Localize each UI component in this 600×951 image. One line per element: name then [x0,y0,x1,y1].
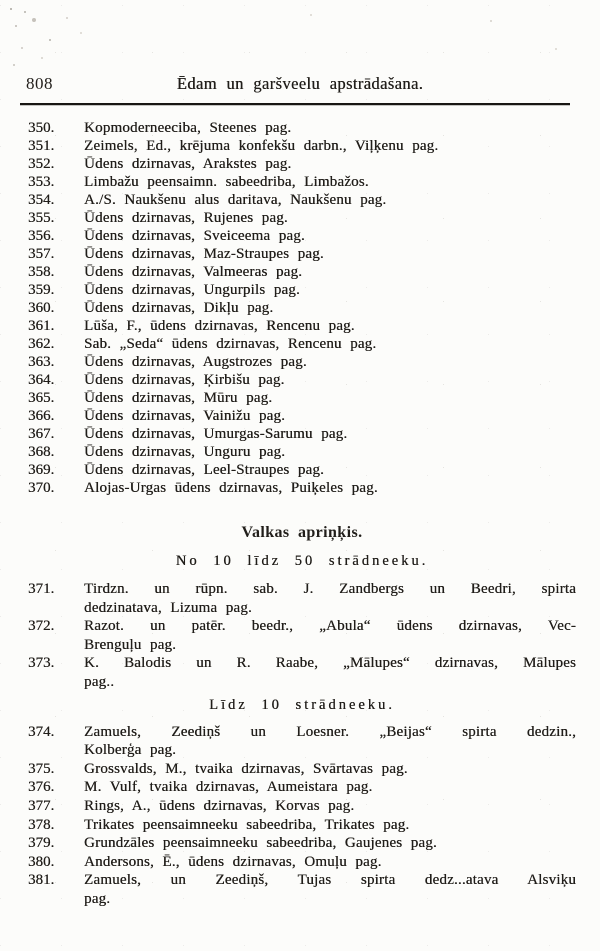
list-item [28,461,576,479]
entry-text [84,281,576,299]
list-item [28,137,576,155]
entry-number: 356. [28,228,55,244]
subheading-under-10-workers: Līdz 10 strādneeku. [209,696,395,713]
list-item [28,245,576,263]
entry-text [84,723,576,760]
entry-number: 351. [28,138,55,154]
entry-number: 377. [28,797,55,814]
list-item [28,281,576,299]
entry-number: 378. [28,816,55,833]
entry-list-mid [28,580,576,692]
entry-number: 355. [28,210,55,226]
list-item [28,443,576,461]
entry-line: Ūdens dzirnavas, Augstrozes pag. [84,354,307,370]
header-rule [20,103,570,105]
entry-text [84,173,576,191]
entry-line: Trikates peensaimneeku sabeedriba, Trikates pag. [84,816,410,833]
entry-number: 357. [28,246,55,262]
entry-line: Ūdens dzirnavas, Dikļu pag. [84,300,274,316]
entry-line: Ūdens dzirnavas, Arakstes pag. [84,156,292,172]
list-item [28,580,576,617]
entry-number: 379. [28,835,55,852]
entry-line: Brenguļu pag. [84,636,177,653]
entry-text [84,245,576,263]
list-item [28,871,576,908]
entry-number: 353. [28,174,55,190]
list-item [28,299,576,317]
entry-text [84,389,576,407]
list-item [28,853,576,872]
entry-line: Andersons, Ē., ūdens dzirnavas, Omuļu pag. [84,853,382,870]
entry-number: 360. [28,300,55,316]
entry-text [84,816,576,835]
entry-number: 368. [28,444,55,460]
entry-text [84,263,576,281]
entry-text [84,191,576,209]
entry-line: Zamuels, Zeediņš un Loesner. „Beijas“ spirta dedzin., [84,723,576,740]
entry-text [84,335,576,353]
entry-number: 361. [28,318,55,334]
entry-text [84,209,576,227]
entry-text [84,443,576,461]
entry-number: 358. [28,264,55,280]
list-item [28,119,576,137]
list-item [28,317,576,335]
entry-number: 380. [28,853,55,870]
list-item [28,617,576,654]
entry-text [84,871,576,908]
entry-text [84,617,576,654]
entry-text [84,760,576,779]
running-title: Ēdam un garšveelu apstrādašana. [176,74,424,93]
entry-text [84,227,576,245]
entry-list-lower [28,723,576,909]
entry-number: 366. [28,408,55,424]
entry-text [84,797,576,816]
list-item [28,227,576,245]
entry-number: 370. [28,480,55,496]
list-item [28,191,576,209]
list-item [28,425,576,443]
entry-number: 375. [28,760,55,777]
entry-line: Ūdens dzirnavas, Valmeeras pag. [84,264,303,280]
list-item [28,778,576,797]
list-item [28,155,576,173]
entry-number: 374. [28,723,55,740]
entry-line: K. Balodis un R. Raabe, „Mālupes“ dzirnavas, Mālupes [84,655,576,672]
list-item [28,479,576,497]
entry-line: Kolberģa pag. [84,742,177,759]
page-number: 808 [26,74,53,93]
entry-number: 373. [28,655,55,672]
list-item [28,353,576,371]
entry-text [84,580,576,617]
entry-line: Kopmoderneeciba, Steenes pag. [84,120,292,136]
entry-line: Tirdzn. un rūpn. sab. J. Zandbergs un Beedri, spirta [84,581,576,597]
entry-text [84,299,576,317]
entry-number: 365. [28,390,55,406]
entry-number: 354. [28,192,55,208]
entry-line: pag.. [84,673,115,690]
list-item [28,407,576,425]
entry-line: Ūdens dzirnavas, Unguru pag. [84,444,286,460]
entry-text [84,461,576,479]
entry-number: 362. [28,336,55,352]
entry-line: Lūša, F., ūdens dzirnavas, Rencenu pag. [84,318,355,334]
entry-line: pag. [84,890,111,907]
entry-line: Alojas-Urgas ūdens dzirnavas, Puiķeles pag. [84,480,378,496]
entry-text [84,155,576,173]
entry-line: Zeimels, Ed., krējuma konfekšu darbn., Viļķenu pag. [84,138,439,154]
entry-line: Ūdens dzirnavas, Maz-Straupes pag. [84,246,324,262]
entry-text [84,834,576,853]
entry-text [84,853,576,872]
entry-text [84,137,576,155]
entry-line: Ūdens dzirnavas, Umurgas-Sarumu pag. [84,426,348,442]
entry-number: 367. [28,426,55,442]
entry-text [84,353,576,371]
page-header [28,72,572,96]
entry-text [84,778,576,797]
entry-line: M. Vulf, tvaika dzirnavas, Aumeistara pag. [84,779,373,796]
entry-number: 371. [28,581,55,597]
list-item [28,209,576,227]
list-item [28,816,576,835]
list-item [28,723,576,760]
entry-number: 381. [28,872,55,889]
list-item [28,173,576,191]
entry-line: Grundzāles peensaimneeku sabeedriba, Gaujenes pag. [84,835,437,852]
entry-text [84,407,576,425]
list-item [28,760,576,779]
entry-number: 363. [28,354,55,370]
list-item [28,797,576,816]
list-item [28,834,576,853]
entry-line: Ūdens dzirnavas, Leel-Straupes pag. [84,462,325,478]
entry-line: Zamuels, un Zeediņš, Tujas spirta dedz...atava Alsviķu [84,872,576,889]
entry-line: Razot. un patēr. beedr., „Abula“ ūdens dzirnavas, Vec- [84,618,576,635]
entry-line: dedzinatava, Lizuma pag. [84,599,252,616]
entry-text [84,317,576,335]
entry-number: 372. [28,618,55,635]
entry-line: Ūdens dzirnavas, Mūru pag. [84,390,273,406]
scan-noise-speckles [10,8,12,10]
entry-line: Grossvalds, M., tvaika dzirnavas, Svārtavas pag. [84,760,408,777]
list-item [28,654,576,691]
entry-line: Ūdens dzirnavas, Ungurpils pag. [84,282,300,298]
entry-text [84,479,576,497]
entry-number: 352. [28,156,55,172]
entry-line: Ūdens dzirnavas, Vainižu pag. [84,408,286,424]
entry-number: 369. [28,462,55,478]
entry-text [84,371,576,389]
entry-line: Rings, A., ūdens dzirnavas, Korvas pag. [84,797,355,814]
entry-number: 376. [28,779,55,796]
entry-line: Ūdens dzirnavas, Sveiceema pag. [84,228,305,244]
entry-line: Sab. „Seda“ ūdens dzirnavas, Rencenu pag. [84,336,377,352]
entry-line: Ūdens dzirnavas, Rujenes pag. [84,210,288,226]
entry-line: A./S. Naukšenu alus daritava, Naukšenu pag. [84,192,387,208]
entry-number: 350. [28,120,55,136]
list-item [28,371,576,389]
entry-number: 359. [28,282,55,298]
list-item [28,335,576,353]
entry-text [84,119,576,137]
entry-number: 364. [28,372,55,388]
entry-list-upper [28,119,576,497]
list-item [28,263,576,281]
list-item [28,389,576,407]
subheading-10-50-workers: No 10 līdz 50 strādneeku. [175,553,429,569]
entry-text [84,654,576,691]
entry-line: Limbažu peensaimn. sabeedriba, Limbažos. [84,174,369,190]
county-heading: Valkas apriņķis. [241,524,363,541]
entry-text [84,425,576,443]
entry-line: Ūdens dzirnavas, Ķirbišu pag. [84,372,285,388]
